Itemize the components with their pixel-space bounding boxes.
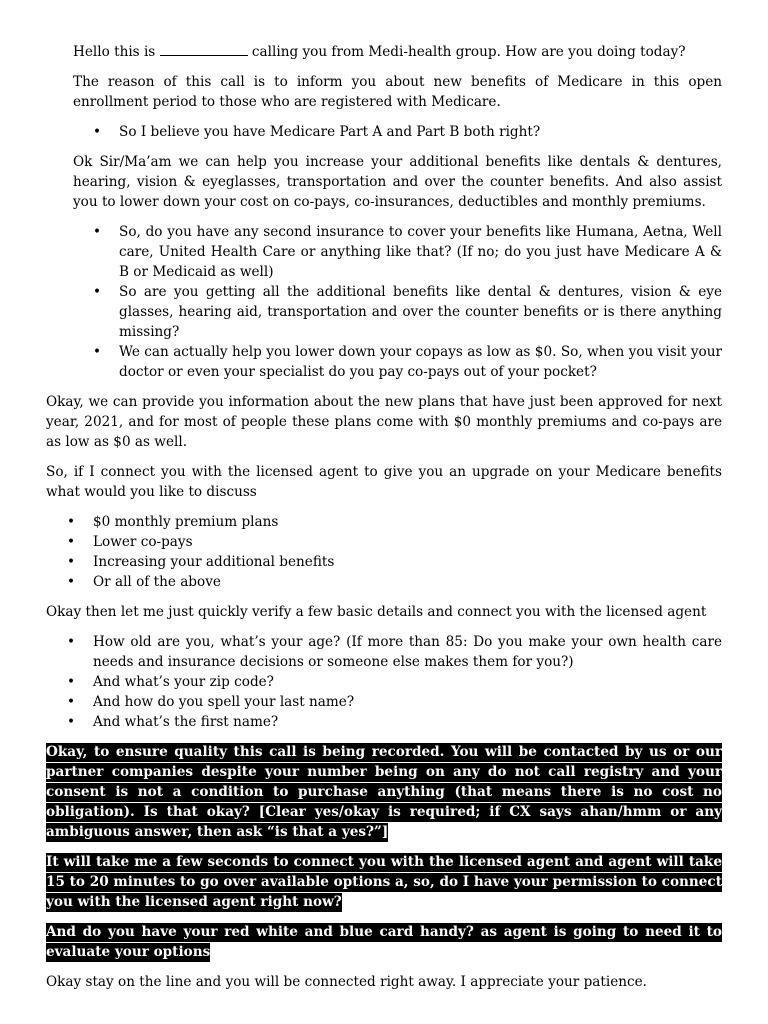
questions-list (46, 632, 722, 732)
highlighted-text: It will take me a few seconds to connect you with the licensed agent and agent will take 15 to 20 minutes to go over available options a, so, do I have your permission to connect you with the licensed agent right now? (46, 854, 722, 910)
list-item: • So, do you have any second insurance to cover your benefits like Humana, Aetna, Well care, United Health Care or anything like that? (If no; do you just have Medicare A & B or Medicaid as well) (119, 222, 722, 282)
connect-paragraph: So, if I connect you with the licensed agent to give you an upgrade on your Medicare benefits what would you like to discuss (46, 464, 722, 500)
list-item: • And what’s the first name? (93, 712, 722, 732)
greeting-line (46, 42, 722, 62)
reason-paragraph: The reason of this call is to inform you about new benefits of Medicare in this open enrollment period to those who are registered with Medicare. (73, 74, 722, 110)
list-item: • And what’s your zip code? (93, 672, 722, 692)
options-list (46, 512, 722, 592)
verify-paragraph: Okay then let me just quickly verify a few basic details and connect you with the licensed agent (46, 604, 707, 620)
list-item: • We can actually help you lower down your copays as low as $0. So, when you visit your doctor or even your specialist do you pay co-pays out of your pocket? (119, 342, 722, 382)
bullet-list-1 (46, 122, 722, 142)
closing-paragraph: Okay stay on the line and you will be connected right away. I appreciate your patience. (46, 974, 647, 990)
list-item: • $0 monthly premium plans (93, 512, 722, 532)
list-item: • So I believe you have Medicare Part A and Part B both right? (119, 122, 722, 142)
highlighted-text: Okay, to ensure quality this call is being recorded. You will be contacted by us or our partner companies despite your number being on any do not call registry and your consent is not a condition to purchase anything (that means there is no cost no obligation). Is that okay? [Clear yes/okay is required; if CX says ahan/hmm or any ambiguous answer, then ask “is that a yes?”] (46, 744, 722, 840)
list-item: • Increasing your additional benefits (93, 552, 722, 572)
card-notice (46, 922, 722, 962)
permission-notice (46, 852, 722, 912)
bullet-list-2 (46, 222, 722, 382)
list-item: • So are you getting all the additional benefits like dental & dentures, vision & eye glasses, hearing aid, transportation and over the counter benefits or is there anything missing? (119, 282, 722, 342)
list-item: • Lower co-pays (93, 532, 722, 552)
highlighted-text: And do you have your red white and blue card handy? as agent is going to need it to evaluate your options (46, 924, 722, 960)
plans-paragraph: Okay, we can provide you information about the new plans that have just been approved for next year, 2021, and for most of people these plans come with $0 monthly premiums and co-pays are as low as $0 as well. (46, 394, 722, 450)
benefits-paragraph: Ok Sir/Ma’am we can help you increase your additional benefits like dentals & dentures, hearing, vision & eyeglasses, transportation and over the counter benefits. And also assist you to lower down your cost on co-pays, co-insurances, deductibles and monthly premiums. (73, 154, 722, 210)
list-item: • And how do you spell your last name? (93, 692, 722, 712)
greeting-text-after: calling you from Medi-health group. How are you doing today? (247, 44, 686, 60)
list-item: • Or all of the above (93, 572, 722, 592)
list-item: • How old are you, what’s your age? (If more than 85: Do you make your own health care needs and insurance decisions or someone else makes them for you?) (93, 632, 722, 672)
greeting-text: Hello this is (73, 44, 160, 60)
recording-notice (46, 742, 722, 842)
name-blank (160, 42, 248, 56)
